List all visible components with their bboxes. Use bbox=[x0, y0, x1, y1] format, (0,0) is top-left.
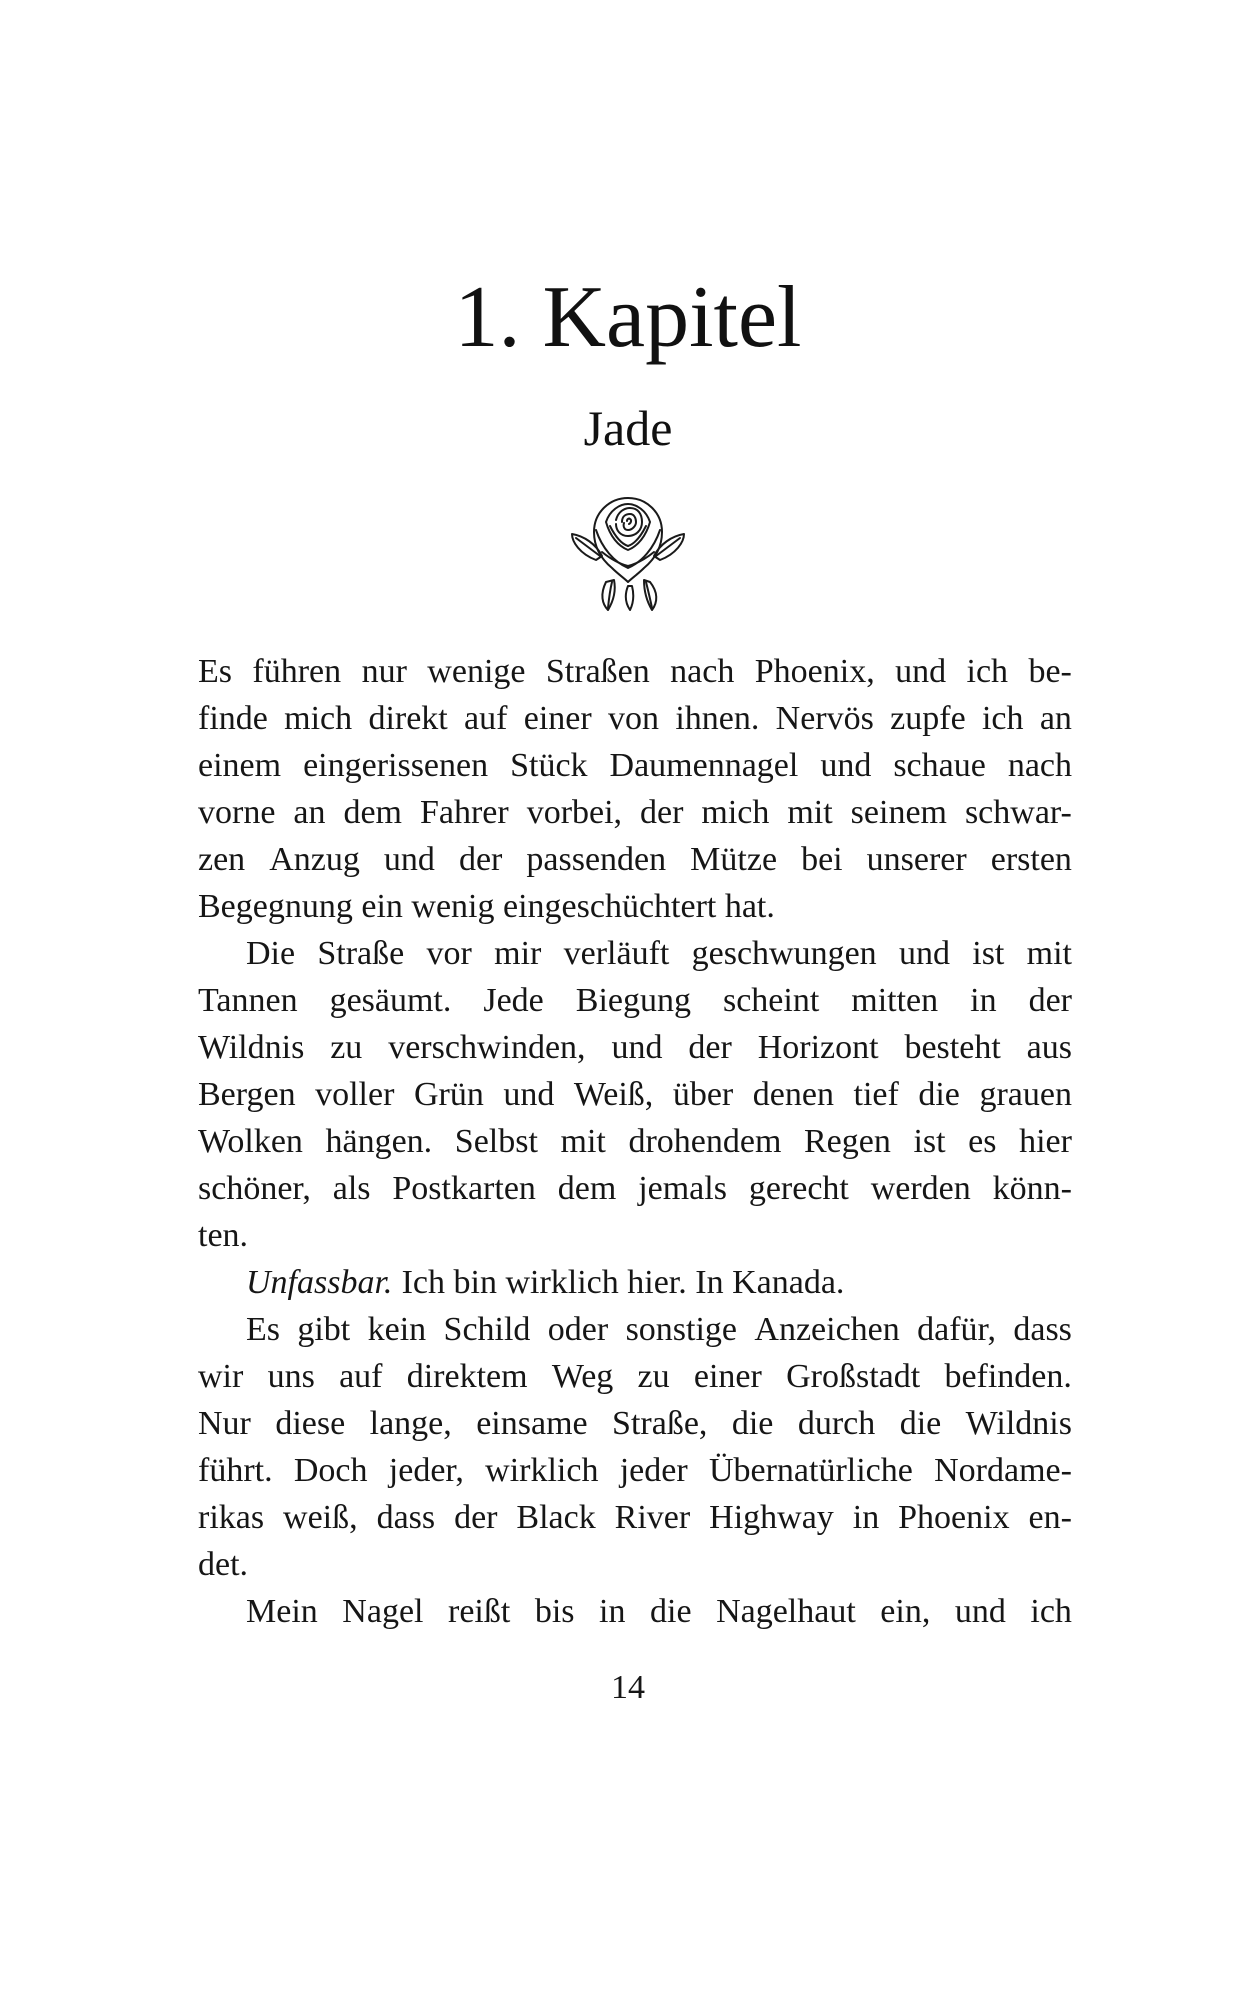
text-line: schöner, als Postkarten dem jemals gerecht werden könn- bbox=[198, 1170, 1072, 1207]
chapter-text bbox=[198, 648, 1072, 1635]
text-line: Nur diese lange, einsame Straße, die durch die Wildnis bbox=[198, 1405, 1072, 1442]
text-line: Tannen gesäumt. Jede Biegung scheint mitten in der bbox=[198, 982, 1072, 1019]
text-line: Die Straße vor mir verläuft geschwungen und ist mit bbox=[246, 935, 1072, 972]
line-text: det. bbox=[198, 1546, 249, 1583]
text-line: Es gibt kein Schild oder sonstige Anzeichen dafür, dass bbox=[246, 1311, 1072, 1348]
emphasized-word: Unfassbar. bbox=[246, 1264, 393, 1301]
chapter-subtitle: Jade bbox=[583, 400, 673, 456]
text-line: wir uns auf direktem Weg zu einer Großstadt befinden. bbox=[198, 1358, 1072, 1395]
text-line: vorne an dem Fahrer vorbei, der mich mit seinem schwar- bbox=[198, 794, 1072, 831]
text-line bbox=[198, 1541, 1072, 1588]
text-line: rikas weiß, dass der Black River Highway in Phoenix en- bbox=[198, 1499, 1072, 1536]
text-line: Es führen nur wenige Straßen nach Phoenix, und ich be- bbox=[198, 653, 1072, 690]
text-line: finde mich direkt auf einer von ihnen. Nervös zupfe ich an bbox=[198, 700, 1072, 737]
text-line bbox=[198, 883, 1072, 930]
text-line: Wolken hängen. Selbst mit drohendem Regen ist es hier bbox=[198, 1123, 1072, 1160]
line-text: Ich bin wirklich hier. In Kanada. bbox=[401, 1264, 845, 1301]
text-line: Mein Nagel reißt bis in die Nagelhaut ein, und ich bbox=[246, 1593, 1072, 1630]
text-line bbox=[198, 1259, 1072, 1306]
text-line: zen Anzug und der passenden Mütze bei unserer ersten bbox=[198, 841, 1072, 878]
text-line: Wildnis zu verschwinden, und der Horizont besteht aus bbox=[198, 1029, 1072, 1066]
text-line: Bergen voller Grün und Weiß, über denen tief die grauen bbox=[198, 1076, 1072, 1113]
line-text: ten. bbox=[198, 1217, 249, 1254]
text-line: einem eingerissenen Stück Daumennagel und schaue nach bbox=[198, 747, 1072, 784]
line-text: Begegnung ein wenig eingeschüchtert hat. bbox=[198, 888, 775, 925]
chapter-title: 1. Kapitel bbox=[454, 269, 802, 366]
rose-icon bbox=[566, 490, 690, 614]
text-line bbox=[198, 1212, 1072, 1259]
page-number: 14 bbox=[611, 1669, 645, 1706]
text-line: führt. Doch jeder, wirklich jeder Übernatürliche Nordame- bbox=[198, 1452, 1072, 1489]
